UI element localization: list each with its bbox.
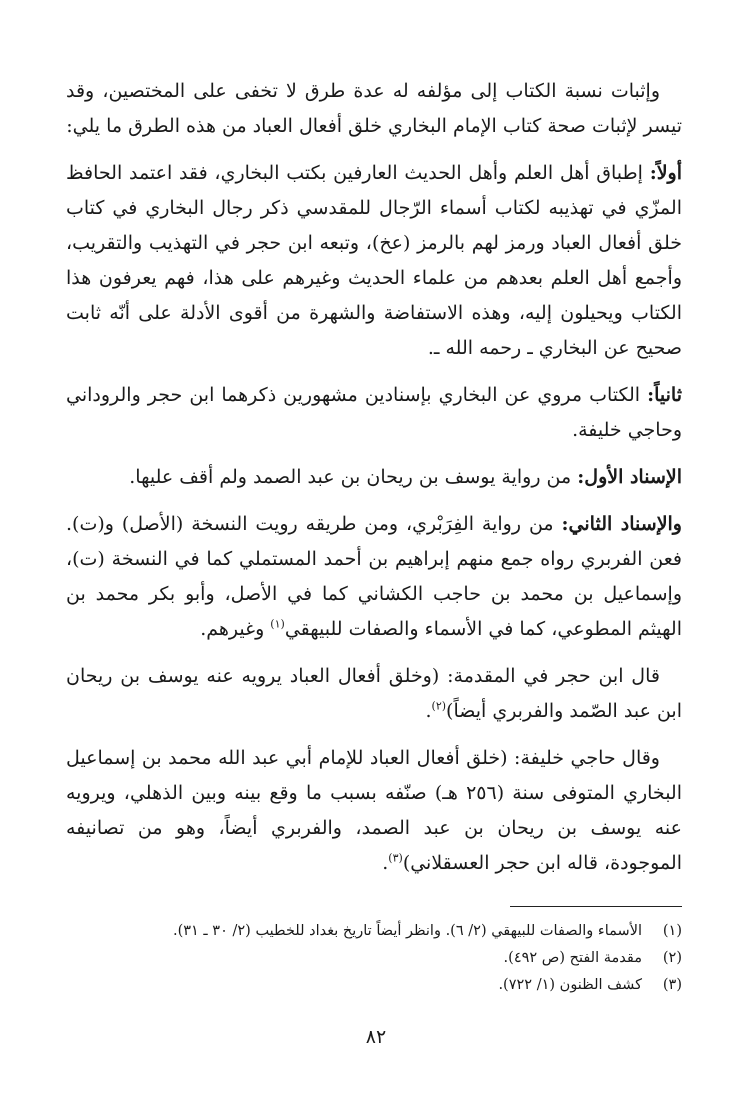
paragraph-text: من رواية الفِرَبْري، ومن طريقه رويت النسخة (الأصل) و(ت). فعن الفربري رواه جمع منهم إبراهيم بن أحمد المستملي كما في النسخة (ت)، وإسماعيل بن محمد بن حاجب الكشاني كما في الأصل، وأبو بكر محمد بن الهيثم المطوعي، كما في الأسماء والصفات للبيهقي bbox=[66, 513, 682, 640]
paragraph-second-chain bbox=[66, 507, 682, 647]
footnote-separator bbox=[510, 906, 682, 907]
paragraph-text: . bbox=[425, 700, 432, 722]
paragraph-text: الكتاب مروي عن البخاري بإسنادين مشهورين ذكرهما ابن حجر والروداني وحاجي خليفة. bbox=[66, 384, 682, 441]
paragraph-haji-khalifa-quote bbox=[66, 741, 682, 881]
footnote-item bbox=[66, 945, 682, 972]
paragraph-text: وقال حاجي خليفة: (خلق أفعال العباد للإمام أبي عبد الله محمد بن إسماعيل البخاري المتوفى سنة (٢٥٦ هـ) صنّفه بسبب ما وقع بينه وبين الذهلي، ويرويه عنه يوسف بن ريحان بن عبد الصمد، والفربري أيضاً، وهو من تصانيفه الموجودة، قاله ابن حجر العسقلاني) bbox=[66, 747, 682, 874]
footnote-number: (١) bbox=[662, 923, 682, 939]
main-text bbox=[66, 74, 682, 893]
paragraph-text: وغيرهم. bbox=[200, 618, 271, 640]
footnote-reference[interactable]: (١) bbox=[270, 617, 285, 631]
footnotes bbox=[66, 918, 682, 999]
footnote-number: (٣) bbox=[662, 977, 682, 993]
footnote-reference[interactable]: (٢) bbox=[431, 699, 447, 713]
footnote-number: (٢) bbox=[662, 950, 682, 966]
paragraph-lead: الإسناد الأول: bbox=[577, 466, 682, 488]
footnote-reference[interactable]: (٣) bbox=[388, 851, 403, 865]
paragraph-first-proof bbox=[66, 156, 682, 366]
paragraph-text: وإثبات نسبة الكتاب إلى مؤلفه له عدة طرق لا تخفى على المختصين، وقد تيسر لإثبات صحة كتاب الإمام البخاري خلق أفعال العباد من هذه الطرق ما يلي: bbox=[66, 80, 682, 137]
page-number: ٨٢ bbox=[365, 1026, 387, 1048]
footnote-item bbox=[66, 972, 682, 999]
paragraph-lead: أولاً: bbox=[649, 162, 682, 184]
paragraph-second-proof bbox=[66, 378, 682, 448]
paragraph-first-chain bbox=[66, 460, 682, 495]
paragraph-text: إطباق أهل العلم وأهل الحديث العارفين بكتب البخاري، فقد اعتمد الحافظ المزّي في تهذيبه لكتاب أسماء الرّجال للمقدسي ذكر رجال البخاري في كتاب خلق أفعال العباد ورمز لهم بالرمز (عخ)، وتبعه ابن حجر في التهذيب والتقريب، وأجمع أهل العلم بعدهم من علماء الحديث وغيرهم على هذا، فهم يعرفون هذا الكتاب ويحيلون إليه، وهذه الاستفاضة والشهرة من أقوى الأدلة على أنّه ثابت صحيح عن البخاري ـ رحمه الله ـ. bbox=[66, 162, 682, 359]
paragraph-ibn-hajar-quote bbox=[66, 659, 682, 729]
paragraph-lead: ثانياً: bbox=[647, 384, 682, 406]
paragraph-intro bbox=[66, 74, 682, 144]
paragraph-text: قال ابن حجر في المقدمة: (وخلق أفعال العباد يرويه عنه يوسف بن ريحان ابن عبد الصّمد والفربري أيضاً) bbox=[66, 665, 682, 722]
footnote-text: كشف الظنون (١/ ٧٢٢). bbox=[498, 977, 642, 993]
footnote-text: الأسماء والصفات للبيهقي (٢/ ٦). وانظر أيضاً تاريخ بغداد للخطيب (٢/ ٣٠ ـ ٣١). bbox=[172, 923, 642, 939]
paragraph-text: . bbox=[382, 852, 389, 874]
paragraph-text: من رواية يوسف بن ريحان بن عبد الصمد ولم أقف عليها. bbox=[129, 466, 578, 488]
footnote-item bbox=[66, 918, 682, 945]
footnote-text: مقدمة الفتح (ص ٤٩٢). bbox=[503, 950, 642, 966]
paragraph-lead: والإسناد الثاني: bbox=[561, 513, 682, 535]
